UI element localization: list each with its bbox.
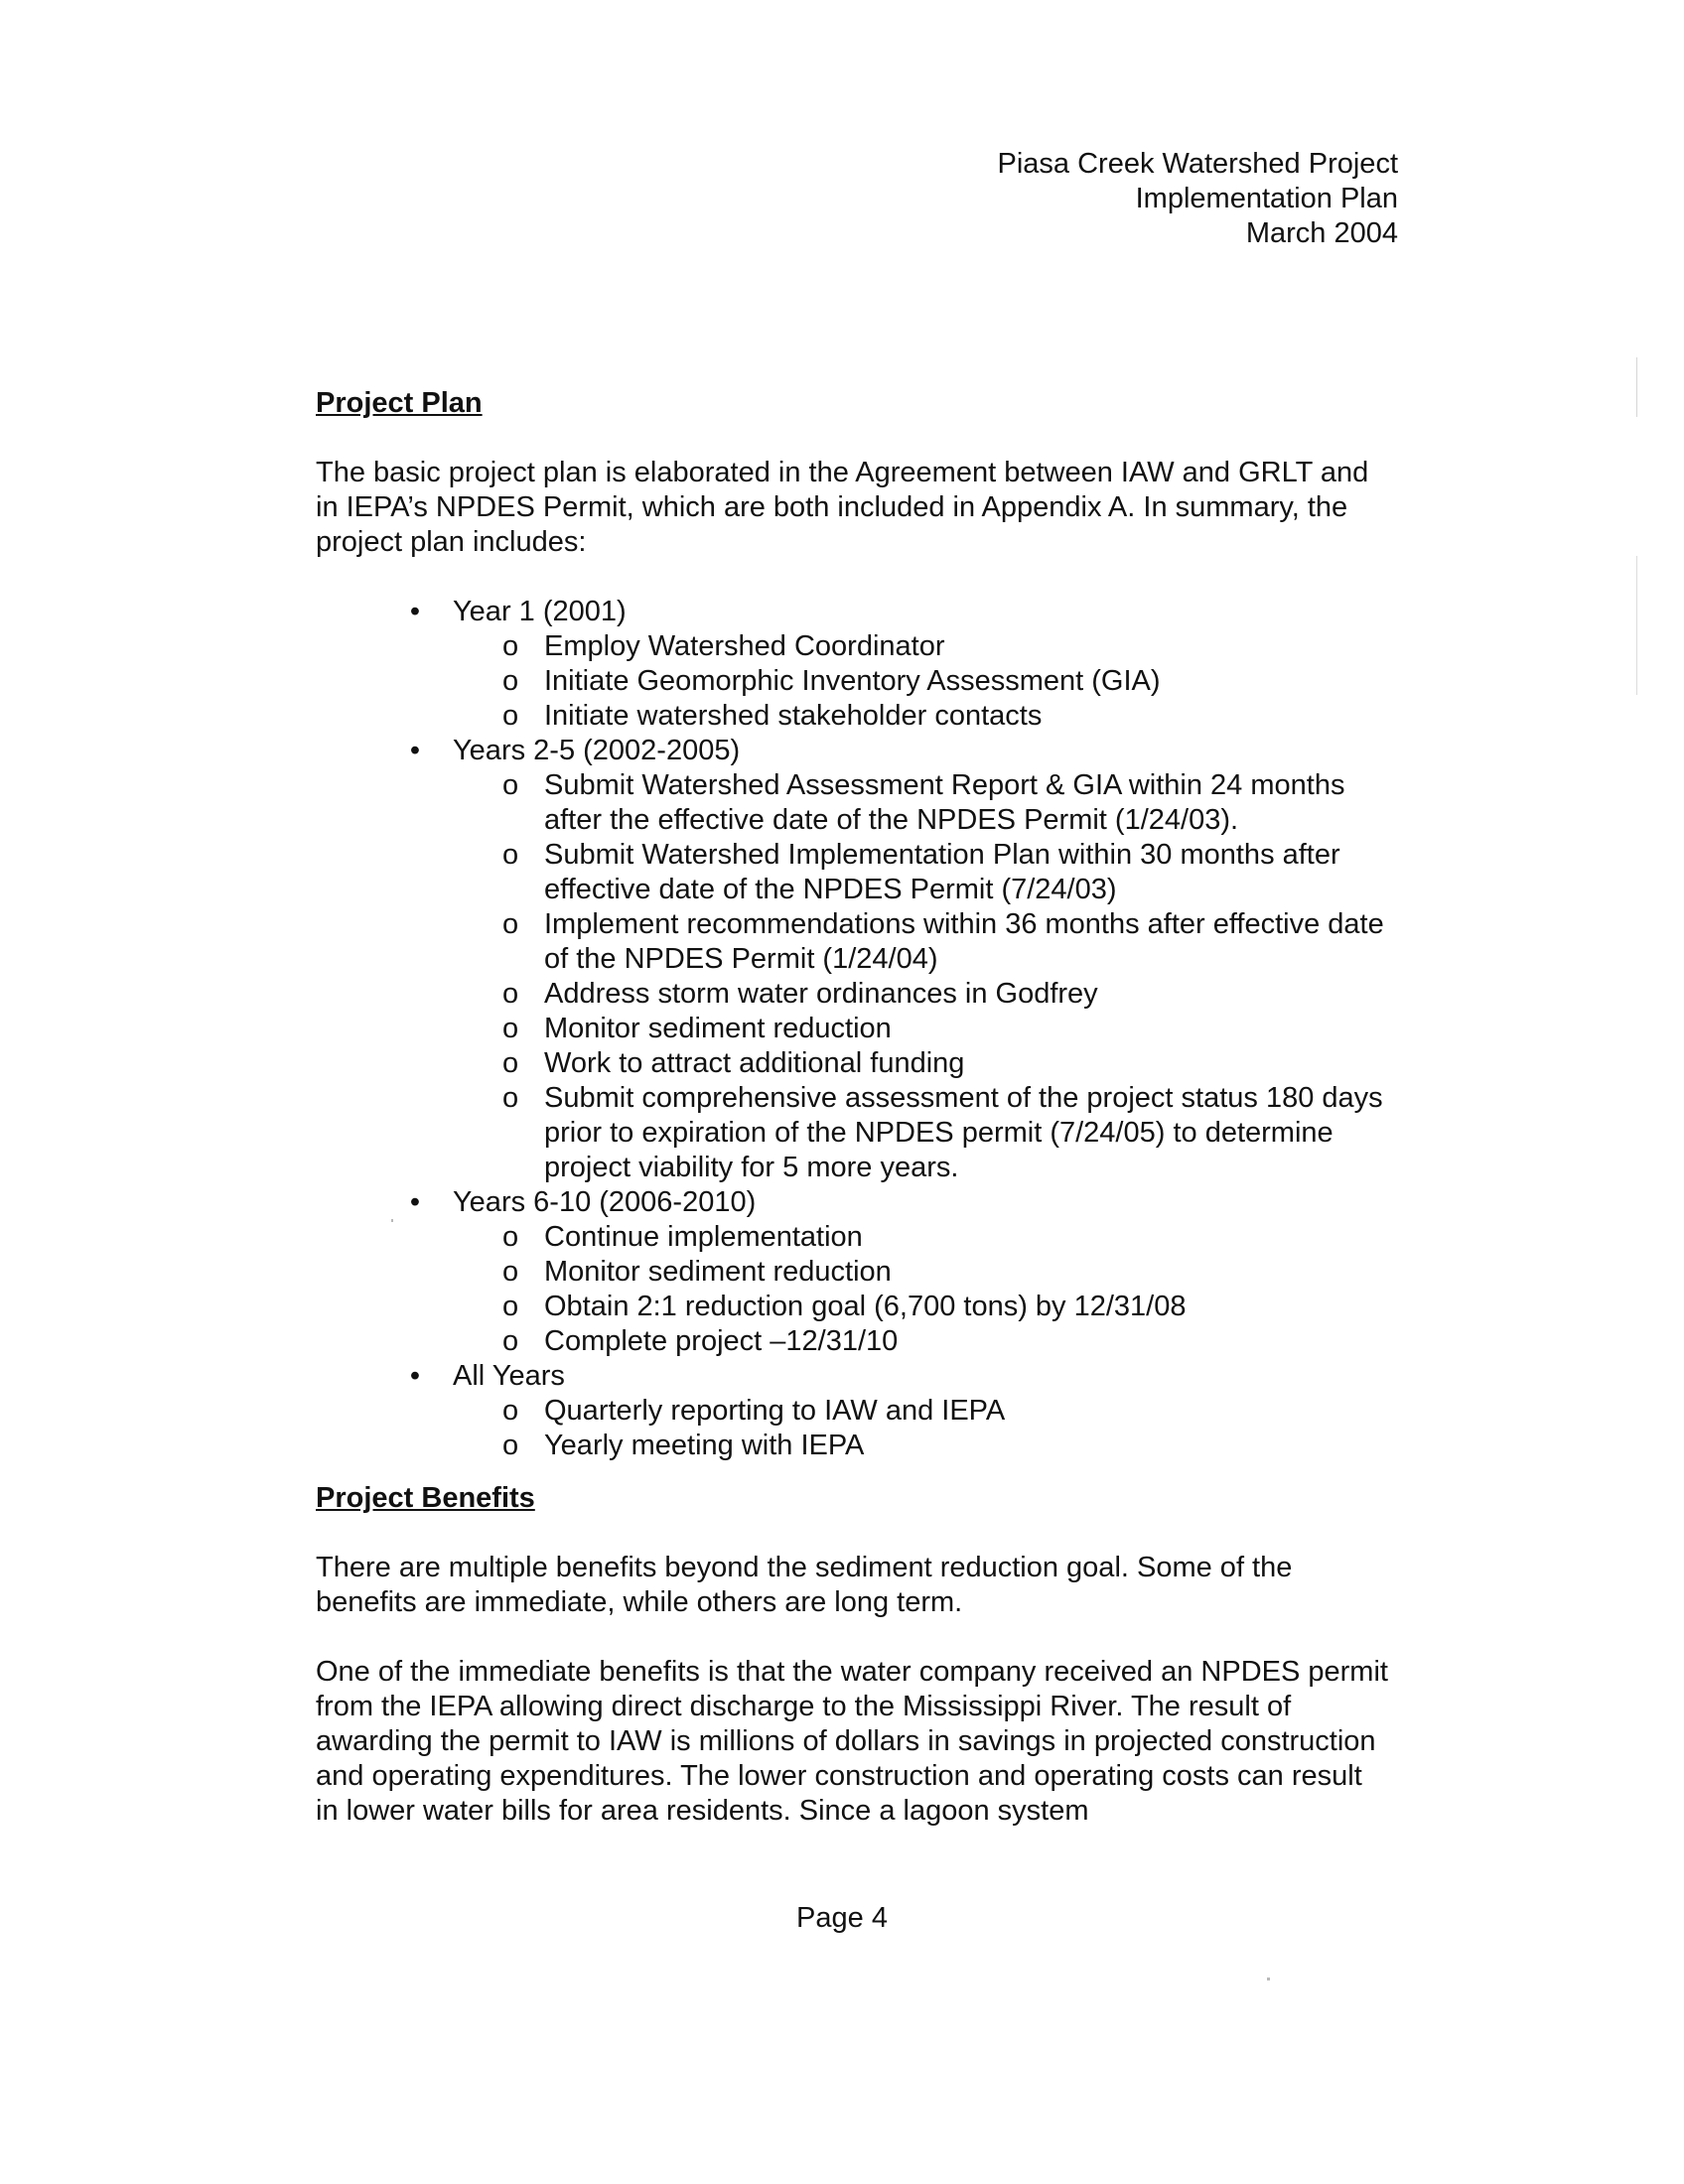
plan-group-label: Years 6-10 (2006-2010) [453,1186,757,1218]
plan-item-text: Initiate watershed stakeholder contacts [544,700,1043,732]
plan-item-text: Submit Watershed Implementation Plan within 30 months after effective date of the NPDES Permit (7/24/03) [544,839,1340,905]
sub-bullet-icon: o [502,1013,519,1044]
sub-bullet-icon: o [502,1395,519,1427]
plan-item [453,1429,1396,1463]
plan-item [453,664,1396,699]
plan-item-text: Yearly meeting with IEPA [544,1430,865,1461]
plan-item [453,1255,1396,1290]
plan-item-text: Obtain 2:1 reduction goal (6,700 tons) by 12/31/08 [544,1291,1187,1322]
header-project-name: Piasa Creek Watershed Project [997,148,1398,180]
sub-bullet-icon: o [502,1082,519,1114]
benefits-paragraph-2: One of the immediate benefits is that the water company received an NPDES permit from the IEPA allowing direct discharge to the Mississippi River. The result of awarding the permit to IAW is millions of dollars in savings in projected construction and operating expenditures. The lower construction and operating costs can result in lower water bills for area residents. Since a lagoon system [316,1656,1388,1827]
plan-item-text: Address storm water ordinances in Godfrey [544,978,1098,1010]
plan-item-text: Monitor sediment reduction [544,1256,892,1288]
sub-bullet-icon: o [502,1291,519,1322]
plan-group-label: All Years [453,1360,565,1392]
sub-bullet-icon: o [502,665,519,697]
plan-item-text: Complete project –12/31/10 [544,1325,899,1357]
plan-item [453,1290,1396,1324]
plan-item-text: Submit comprehensive assessment of the project status 180 days prior to expiration of the NPDES permit (7/24/05) to determine project viability for 5 more years. [544,1082,1383,1183]
scan-artifact [1636,556,1637,695]
plan-item [453,1012,1396,1046]
plan-item [453,1081,1396,1185]
sub-bullet-icon: o [502,769,519,801]
sub-bullet-icon: o [502,1325,519,1357]
sub-bullet-icon: o [502,1256,519,1288]
plan-group-years-6-10 [403,1185,1396,1359]
plan-item [453,1220,1396,1255]
sub-bullet-icon: o [502,700,519,732]
header-document-type: Implementation Plan [1135,183,1398,214]
plan-item [453,1394,1396,1429]
header-date: March 2004 [1245,217,1398,249]
plan-item [453,768,1396,838]
plan-item-text: Work to attract additional funding [544,1047,965,1079]
section-title-project-plan: Project Plan [316,387,483,419]
plan-group-label: Years 2-5 (2002-2005) [453,735,741,766]
bullet-icon: • [409,735,421,766]
sub-bullet-icon: o [502,630,519,662]
plan-sub-list [453,1394,1396,1463]
scan-artifact [391,1219,393,1222]
plan-item-text: Continue implementation [544,1221,863,1253]
plan-item [453,629,1396,664]
sub-bullet-icon: o [502,1221,519,1253]
plan-item-text: Monitor sediment reduction [544,1013,892,1044]
bullet-icon: • [409,596,421,627]
plan-item-text: Employ Watershed Coordinator [544,630,945,662]
scan-artifact [1636,357,1637,417]
plan-item [453,838,1396,907]
plan-item-text: Quarterly reporting to IAW and IEPA [544,1395,1006,1427]
sub-bullet-icon: o [502,908,519,940]
plan-item-text: Initiate Geomorphic Inventory Assessment (GIA) [544,665,1161,697]
bullet-icon: • [409,1186,421,1218]
plan-sub-list [453,629,1396,734]
plan-group-year-1 [403,595,1396,734]
sub-bullet-icon: o [502,978,519,1010]
project-plan-list [403,595,1396,1463]
project-plan-intro: The basic project plan is elaborated in the Agreement between IAW and GRLT and in IEPA’s NPDES Permit, which are both included in Appendix A. In summary, the project plan includes: [316,457,1369,558]
plan-item [453,1046,1396,1081]
plan-item [453,907,1396,977]
sub-bullet-icon: o [502,1047,519,1079]
bullet-icon: • [409,1360,421,1392]
plan-group-all-years [403,1359,1396,1463]
plan-group-years-2-5 [403,734,1396,1185]
benefits-paragraph-1: There are multiple benefits beyond the sediment reduction goal. Some of the benefits are immediate, while others are long term. [316,1552,1293,1618]
sub-bullet-icon: o [502,1430,519,1461]
plan-group-label: Year 1 (2001) [453,596,627,627]
plan-item [453,977,1396,1012]
plan-item-text: Implement recommendations within 36 months after effective date of the NPDES Permit (1/24/04) [544,908,1384,975]
document-header [998,147,1398,251]
sub-bullet-icon: o [502,839,519,871]
scan-artifact [1267,1978,1270,1980]
section-title-project-benefits: Project Benefits [316,1482,535,1514]
page-number: Page 4 [796,1902,888,1934]
plan-sub-list [453,1220,1396,1359]
plan-item-text: Submit Watershed Assessment Report & GIA within 24 months after the effective date of the NPDES Permit (1/24/03). [544,769,1345,836]
plan-sub-list [453,768,1396,1185]
plan-item [453,1324,1396,1359]
plan-item [453,699,1396,734]
